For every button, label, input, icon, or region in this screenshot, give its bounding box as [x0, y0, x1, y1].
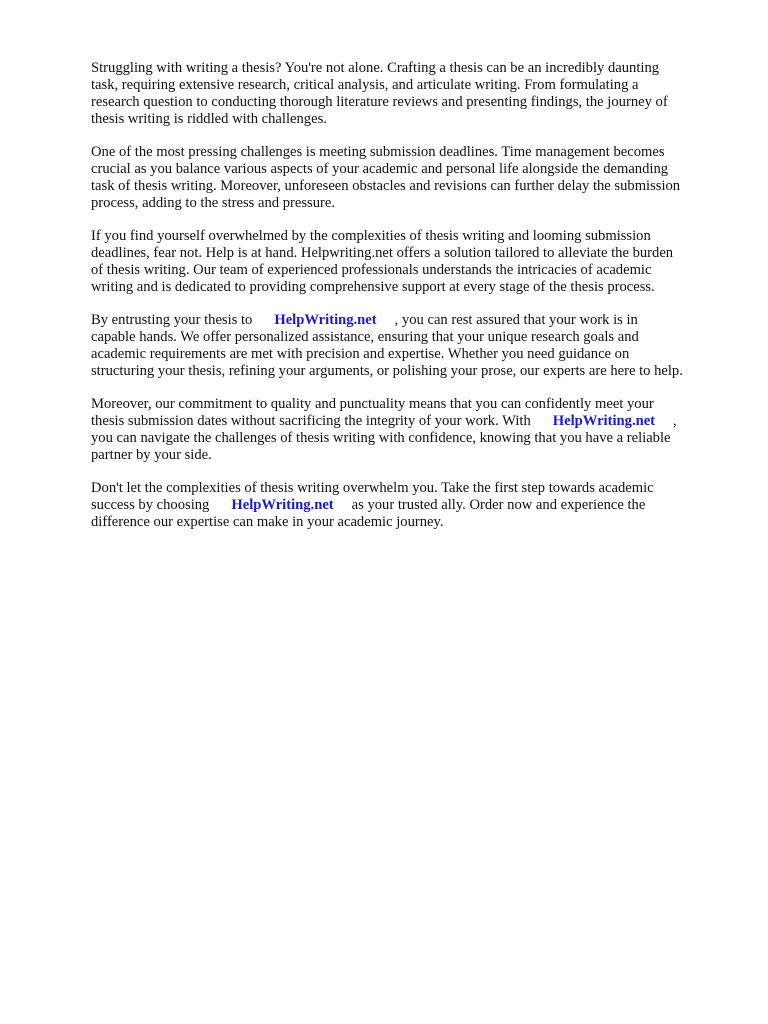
paragraph-deadlines [91, 144, 731, 212]
text-line: process, adding to the stress and pressure. [91, 195, 335, 211]
text-segment: By entrusting your thesis to [91, 312, 253, 328]
paragraph-entrusting [91, 312, 731, 380]
text-segment: , you can rest assured that your work is in [394, 312, 638, 328]
paragraph-closing [91, 480, 731, 531]
text-line: crucial as you balance various aspects of your academic and personal life alongside the demanding [91, 161, 669, 177]
text-line: of thesis writing. Our team of experienced professionals understands the intricacies of academic [91, 262, 652, 278]
text-line: Don't let the complexities of thesis writing overwhelm you. Take the first step towards academic [91, 480, 654, 496]
text-line: Struggling with writing a thesis? You're not alone. Crafting a thesis can be an incredibly daunting [91, 60, 660, 76]
text-segment: , [673, 413, 677, 429]
text-line: academic requirements are met with precision and expertise. Whether you need guidance on [91, 346, 630, 362]
helpwriting-link[interactable]: HelpWriting.net [231, 497, 334, 513]
text-segment: as your trusted ally. Order now and experience the [351, 497, 646, 513]
text-segment: success by choosing [91, 497, 210, 513]
text-line: Moreover, our commitment to quality and punctuality means that you can confidently meet your [91, 396, 654, 412]
text-line: If you find yourself overwhelmed by the complexities of thesis writing and looming submission [91, 228, 651, 244]
text-line: you can navigate the challenges of thesis writing with confidence, knowing that you have a reliable [91, 430, 671, 446]
text-line [91, 497, 731, 514]
text-line: task, requiring extensive research, critical analysis, and articulate writing. From formulating a [91, 77, 639, 93]
paragraph-intro [91, 60, 731, 128]
document-body [91, 60, 731, 547]
text-line: partner by your side. [91, 447, 212, 463]
text-line: structuring your thesis, refining your arguments, or polishing your prose, our experts are here to help. [91, 363, 683, 379]
text-line: capable hands. We offer personalized assistance, ensuring that your unique research goals and [91, 329, 639, 345]
text-line: difference our expertise can make in your academic journey. [91, 514, 444, 530]
text-segment: thesis submission dates without sacrificing the integrity of your work. With [91, 413, 531, 429]
text-line: research question to conducting thorough literature reviews and presenting findings, the journey of [91, 94, 668, 110]
text-line: task of thesis writing. Moreover, unforeseen obstacles and revisions can further delay the submission [91, 178, 681, 194]
text-line: One of the most pressing challenges is meeting submission deadlines. Time management becomes [91, 144, 665, 160]
paragraph-solution [91, 228, 731, 296]
text-line: thesis writing is riddled with challenges. [91, 111, 327, 127]
text-line [91, 312, 731, 329]
paragraph-commitment [91, 396, 731, 464]
text-line [91, 413, 731, 430]
helpwriting-link[interactable]: HelpWriting.net [552, 413, 656, 429]
text-line: writing and is dedicated to providing comprehensive support at every stage of the thesis process. [91, 279, 655, 295]
text-line: deadlines, fear not. Help is at hand. Helpwriting.net offers a solution tailored to alleviate the burden [91, 245, 674, 261]
helpwriting-link[interactable]: HelpWriting.net [274, 312, 377, 328]
